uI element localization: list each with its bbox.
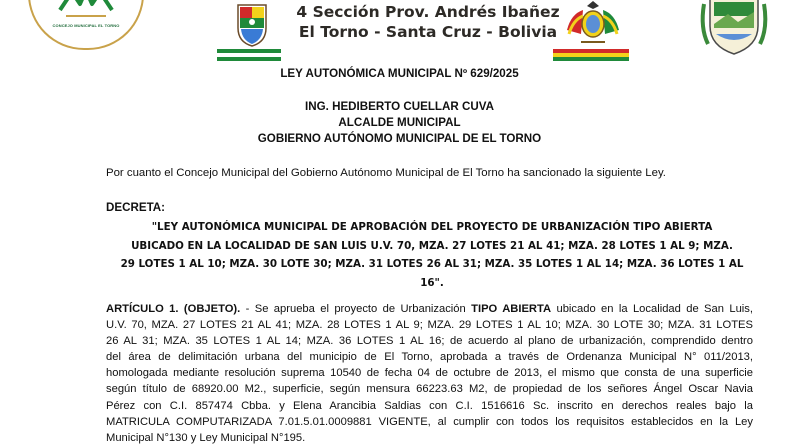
law-title-line: 29 LOTES 1 AL 10; MZA. 30 LOTE 30; MZA. 31 LOTES 26 AL 31; MZA. 35 LOTES 1 AL 14; MZA. 36 LOTES 1 AL xyxy=(120,258,744,270)
article-line: U.V. 70, MZA. 27 LOTES 21 AL 41; MZA. 28 LOTES 1 AL 9; MZA. 29 LOTES 1 AL 10; MZA. 30 LOTE 30; MZA. 31 LOTES xyxy=(106,319,753,332)
article-heading: ARTÍCULO 1. (OBJETO). xyxy=(106,303,241,315)
el-torno-seal-icon xyxy=(694,0,774,60)
municipal-shield-icon xyxy=(235,2,269,48)
santa-cruz-flag xyxy=(217,49,281,61)
concejo-municipal-seal xyxy=(28,0,144,50)
article-line xyxy=(106,301,753,317)
header-section-line: 4 Sección Prov. Andrés Ibañez xyxy=(296,3,560,21)
article-line: Municipal N°130 y Ley Municipal N°195. xyxy=(106,431,306,444)
mayor-name: ING. HEDIBERTO CUELLAR CUVA xyxy=(305,100,494,113)
article-line: del área de delimitación urbana del municipio de El Torno, aprobada a través de Ordenanza Municipal N° 011/2013, xyxy=(106,351,753,364)
header-place-line: El Torno - Santa Cruz - Bolivia xyxy=(298,23,558,41)
article-line: Pérez con C.I. 857474 Cbba. y Elena Arancibia Saldias con C.I. 1516616 Sc. inscrito en derechos reales bajo la xyxy=(106,399,753,412)
article-line: MATRICULA COMPUTARIZADA 7.01.5.01.0009881 VIGENTE, al cumplir con todos los requisitos establecidos en la Ley xyxy=(106,415,753,428)
article-1 xyxy=(106,301,753,446)
law-title-line: 16". xyxy=(420,276,444,289)
bolivia-flag xyxy=(553,49,629,61)
law-number: LEY AUTONÓMICA MUNICIPAL Nº 629/2025 xyxy=(280,67,519,80)
article-text: - Se aprueba el proyecto de Urbanización xyxy=(240,303,472,315)
intro-paragraph: Por cuanto el Concejo Municipal del Gobierno Autónomo Municipal de El Torno ha sancionado la siguiente Ley. xyxy=(106,167,666,179)
mayor-role: ALCALDE MUNICIPAL xyxy=(338,116,461,129)
bolivia-coat-of-arms-icon xyxy=(563,0,623,50)
article-line: 26 AL 31; MZA. 35 LOTES 1 AL 14; MZA. 36 LOTES 1 AL 16; de acuerdo al plano de urbanización, comprendido dentro xyxy=(106,335,753,348)
article-line: homologada mediante resolución suprema 10540 de fecha 04 de octubre de 2013, el mismo que consta de una superficie xyxy=(106,367,753,380)
decreta-label: DECRETA: xyxy=(106,201,166,214)
law-title xyxy=(112,218,752,292)
article-line: según título de 68920.00 M2., superficie, según mensura 66223.63 M2, de propiedad de los señores Ángel Oscar Navia xyxy=(106,383,753,396)
seal-caption: CONCEJO MUNICIPAL EL TORNO xyxy=(52,23,120,28)
article-text: ubicado en la Localidad de San Luis, xyxy=(551,303,753,315)
municipal-government: GOBIERNO AUTÓNOMO MUNICIPAL DE EL TORNO xyxy=(257,132,542,145)
article-urbanization-type: TIPO ABIERTA xyxy=(471,303,552,315)
law-title-line: "LEY AUTONÓMICA MUNICIPAL DE APROBACIÓN DEL PROYECTO DE URBANIZACIÓN TIPO ABIERTA xyxy=(151,221,713,233)
law-title-line: UBICADO EN LA LOCALIDAD DE SAN LUIS U.V. 70, MZA. 27 LOTES 21 AL 41; MZA. 28 LOTES 1 AL 9; MZA. xyxy=(131,239,733,252)
